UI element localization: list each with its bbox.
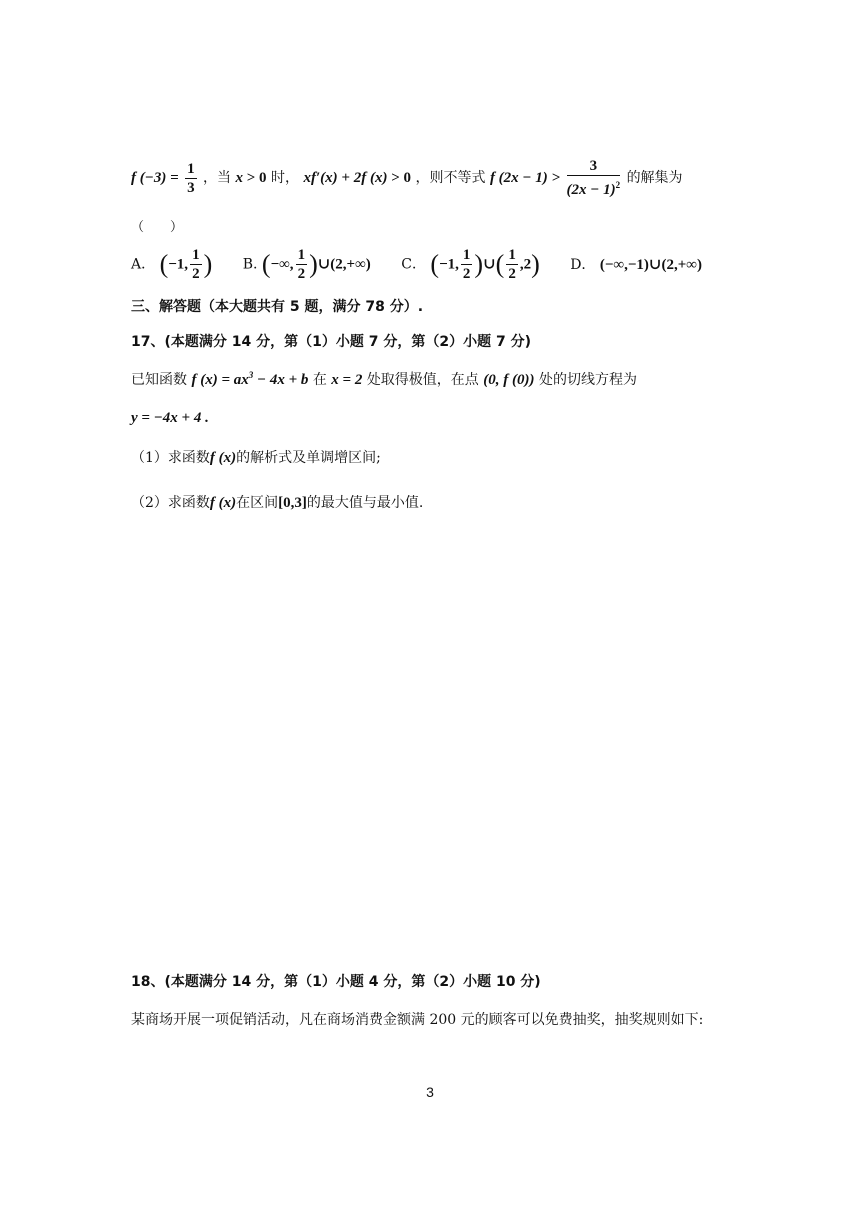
math-derivative-condition: xf′(x) + 2f (x) [303,170,388,186]
fraction-one-third: $\frac{1}{3}$ [187,160,195,196]
q17-intro-text-d: 处的切线方程为 [538,372,637,388]
section-3-heading: 三、解答题（本大题共有 5 题，满分 78 分）. [131,299,424,315]
page-number: 3 [426,1084,434,1100]
q17-intro-text-b: 在 [312,372,327,388]
option-d-label: D． [570,256,596,273]
option-c-label: C． [401,256,426,273]
option-c: C． (−1, $\frac{1}{2}$ )∪( $\frac{1}{2}$ ,2) [401,247,540,282]
q17-sub2: （2）求函数f (x)在区间[0,3]的最大值与最小值. [131,495,424,511]
tangent-eq-text: y = −4x + 4 [131,410,202,426]
fraction-3-over-square: $\frac{3}{(2x - 1)^2}$ [566,158,621,198]
q18-intro: 某商场开展一项促销活动，凡在商场消费金额满 200 元的顾客可以免费抽奖，抽奖规则如下: [131,1012,704,1028]
option-a-label: A． [131,256,156,273]
q18-header: 18、(本题满分 14 分，第（1）小题 4 分，第（2）小题 10 分) [131,974,541,990]
math-x-gt-0: x [235,170,243,186]
q16-answer-paren: （ ） [131,220,184,235]
q17-sub1-text-a: （1）求函数 [131,450,210,466]
math-f-neg3: f (−3) = [131,170,179,186]
q17-sub2-text-a: （2）求函数 [131,495,210,511]
q16-text-1: ，当 [203,170,232,186]
q17-interval: [0,3] [278,495,307,511]
option-d: D． (−∞,−1)∪(2,+∞) [570,256,702,273]
option-b-label: B. [242,256,258,273]
math-function-def: f $(x) = ax^3 - 4x + b$ [191,370,309,388]
option-b: B. (−∞, $\frac{1}{2}$ )∪(2,+∞) [242,247,371,282]
q17-sub1: （1）求函数f (x)的解析式及单调增区间; [131,450,381,466]
q16-text-4: 的解集为 [626,170,683,186]
q17-sub2-text-c: 的最大值与最小值. [306,495,424,511]
q16-condition-line: f (−3) = $\frac{1}{3}$ ，当 x > 0 时， xf′(x) + 2f (x) > 0 ，则不等式 f (2x − 1) > $\frac{3}{(2x - 1)^2}$ 的解集为 [131,158,683,198]
q17-intro-text-a: 已知函数 [131,372,187,388]
math-inequality-lhs: f (2x − 1) > [489,170,561,186]
q16-text-2: 时， [271,170,300,186]
q16-text-3: ，则不等式 [415,170,486,186]
q17-tangent-equation: y = −4x + 4 . [131,410,209,426]
math-point: (0, f (0)) [483,372,535,388]
q17-intro-text-c: 处取得极值，在点 [366,372,479,388]
q17-header: 17、(本题满分 14 分，第（1）小题 7 分，第（2）小题 7 分) [131,334,531,350]
math-x-eq-2: x = 2 [331,372,363,388]
option-a: A． (−1, $\frac{1}{2}$ ) [131,247,213,282]
q17-intro-line [131,371,637,388]
q17-sub2-text-b: 在区间 [236,495,279,511]
q16-options [131,247,728,282]
q17-sub1-text-b: 的解析式及单调增区间; [236,450,381,466]
